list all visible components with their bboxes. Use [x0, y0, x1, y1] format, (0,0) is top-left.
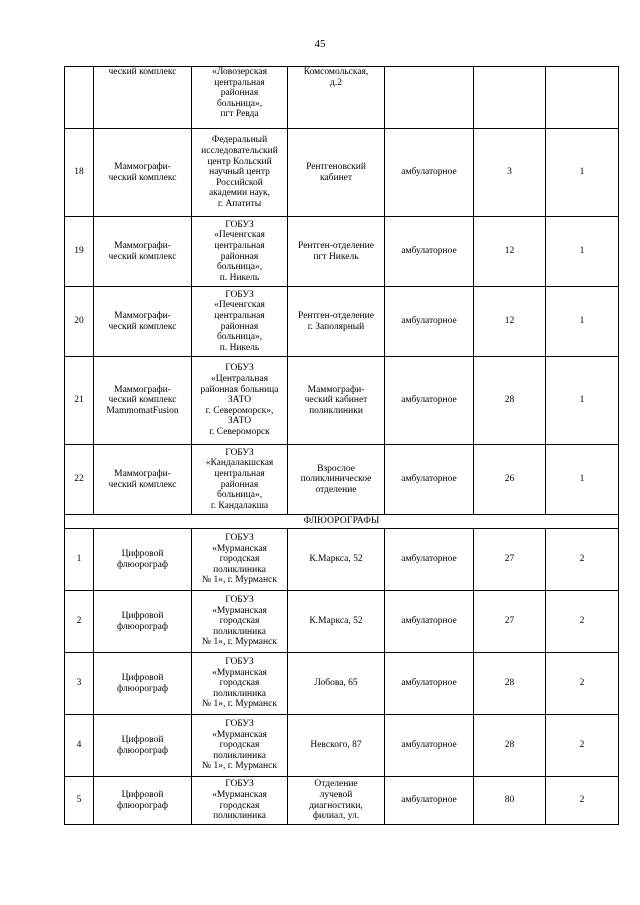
organization-cell: ГОБУЗ «Мурманская городская поликлиника № 1», г. Мурманск: [192, 591, 288, 653]
organization-cell: ГОБУЗ «Мурманская городская поликлиника № 1», г. Мурманск: [192, 715, 288, 777]
table-row: [65, 357, 619, 445]
table-row: [65, 529, 619, 591]
row-number-cell: 19: [65, 217, 94, 287]
section-title: ФЛЮОРОГРАФЫ: [65, 515, 619, 529]
row-number-cell: 5: [65, 777, 94, 825]
care-type-cell: амбулаторное: [385, 777, 474, 825]
quantity-cell: 2: [546, 715, 619, 777]
quantity-cell: 2: [546, 591, 619, 653]
quantity-cell: 2: [546, 653, 619, 715]
equipment-age-cell: 12: [474, 287, 546, 357]
organization-cell: ГОБУЗ «Центральная районная больница ЗАТО г. Североморск», ЗАТО г. Североморск: [192, 357, 288, 445]
organization-cell: Федеральный исследовательский центр Кольский научный центр Российской академии наук, г. Апатиты: [192, 129, 288, 217]
table-row: [65, 287, 619, 357]
row-number-cell: [65, 67, 94, 129]
quantity-cell: 1: [546, 129, 619, 217]
care-type-cell: амбулаторное: [385, 529, 474, 591]
care-type-cell: амбулаторное: [385, 653, 474, 715]
equipment-table: [64, 66, 619, 825]
location-cell: Рентген-отделение г. Заполярный: [288, 287, 385, 357]
organization-cell: ГОБУЗ «Печенгская центральная районная больница», п. Никель: [192, 287, 288, 357]
care-type-cell: амбулаторное: [385, 445, 474, 515]
device-name-cell: Цифровой флюорограф: [94, 777, 192, 825]
device-name-cell: Маммографи- ческий комплекс: [94, 445, 192, 515]
equipment-age-cell: 27: [474, 529, 546, 591]
care-type-cell: амбулаторное: [385, 129, 474, 217]
equipment-age-cell: 28: [474, 653, 546, 715]
equipment-age-cell: 28: [474, 357, 546, 445]
location-cell: Невского, 87: [288, 715, 385, 777]
table-row: [65, 715, 619, 777]
organization-cell: ГОБУЗ «Печенгская центральная районная больница», п. Никель: [192, 217, 288, 287]
location-cell: Маммографи- ческий кабинет поликлиники: [288, 357, 385, 445]
equipment-age-cell: 80: [474, 777, 546, 825]
equipment-age-cell: [474, 67, 546, 129]
page-number: 45: [314, 38, 326, 50]
organization-cell: ГОБУЗ «Кандалакшская центральная районная больница», г. Кандалакша: [192, 445, 288, 515]
table-row: [65, 67, 619, 129]
care-type-cell: амбулаторное: [385, 715, 474, 777]
row-number-cell: 21: [65, 357, 94, 445]
location-cell: Лобова, 65: [288, 653, 385, 715]
table-row: [65, 653, 619, 715]
organization-cell: «Ловозерская центральная районная больница», пгт Ревда: [192, 67, 288, 129]
care-type-cell: амбулаторное: [385, 591, 474, 653]
row-number-cell: 4: [65, 715, 94, 777]
location-cell: К.Маркса, 52: [288, 591, 385, 653]
location-cell: Взрослое поликлиническое отделение: [288, 445, 385, 515]
quantity-cell: 1: [546, 217, 619, 287]
care-type-cell: амбулаторное: [385, 217, 474, 287]
table-row: [65, 445, 619, 515]
device-name-cell: Цифровой флюорограф: [94, 529, 192, 591]
table-row: [65, 217, 619, 287]
row-number-cell: 18: [65, 129, 94, 217]
device-name-cell: Цифровой флюорограф: [94, 591, 192, 653]
device-name-cell: Цифровой флюорограф: [94, 715, 192, 777]
row-number-cell: 20: [65, 287, 94, 357]
location-cell: Рентген-отделение пгт Никель: [288, 217, 385, 287]
quantity-cell: 2: [546, 777, 619, 825]
quantity-cell: 1: [546, 357, 619, 445]
organization-cell: ГОБУЗ «Мурманская городская поликлиника: [192, 777, 288, 825]
device-name-cell: Цифровой флюорограф: [94, 653, 192, 715]
care-type-cell: амбулаторное: [385, 287, 474, 357]
equipment-age-cell: 12: [474, 217, 546, 287]
quantity-cell: 1: [546, 445, 619, 515]
quantity-cell: 2: [546, 529, 619, 591]
device-name-cell: Маммографи- ческий комплекс: [94, 217, 192, 287]
table-row: [65, 591, 619, 653]
organization-cell: ГОБУЗ «Мурманская городская поликлиника № 1», г. Мурманск: [192, 529, 288, 591]
quantity-cell: 1: [546, 287, 619, 357]
location-cell: К.Маркса, 52: [288, 529, 385, 591]
location-cell: Отделение лучевой диагностики, филиал, ул.: [288, 777, 385, 825]
section-header-row: [65, 515, 619, 529]
equipment-age-cell: 27: [474, 591, 546, 653]
row-number-cell: 1: [65, 529, 94, 591]
quantity-cell: [546, 67, 619, 129]
device-name-cell: Маммографи- ческий комплекс MammomatFusion: [94, 357, 192, 445]
row-number-cell: 22: [65, 445, 94, 515]
equipment-age-cell: 28: [474, 715, 546, 777]
location-cell: Рентгеновский кабинет: [288, 129, 385, 217]
device-name-cell: ческий комплекс: [94, 67, 192, 129]
device-name-cell: Маммографи- ческий комплекс: [94, 129, 192, 217]
care-type-cell: амбулаторное: [385, 357, 474, 445]
table-row: [65, 129, 619, 217]
location-cell: Комсомольская, д.2: [288, 67, 385, 129]
equipment-age-cell: 3: [474, 129, 546, 217]
equipment-age-cell: 26: [474, 445, 546, 515]
table-row: [65, 777, 619, 825]
row-number-cell: 3: [65, 653, 94, 715]
organization-cell: ГОБУЗ «Мурманская городская поликлиника № 1», г. Мурманск: [192, 653, 288, 715]
care-type-cell: [385, 67, 474, 129]
device-name-cell: Маммографи- ческий комплекс: [94, 287, 192, 357]
row-number-cell: 2: [65, 591, 94, 653]
